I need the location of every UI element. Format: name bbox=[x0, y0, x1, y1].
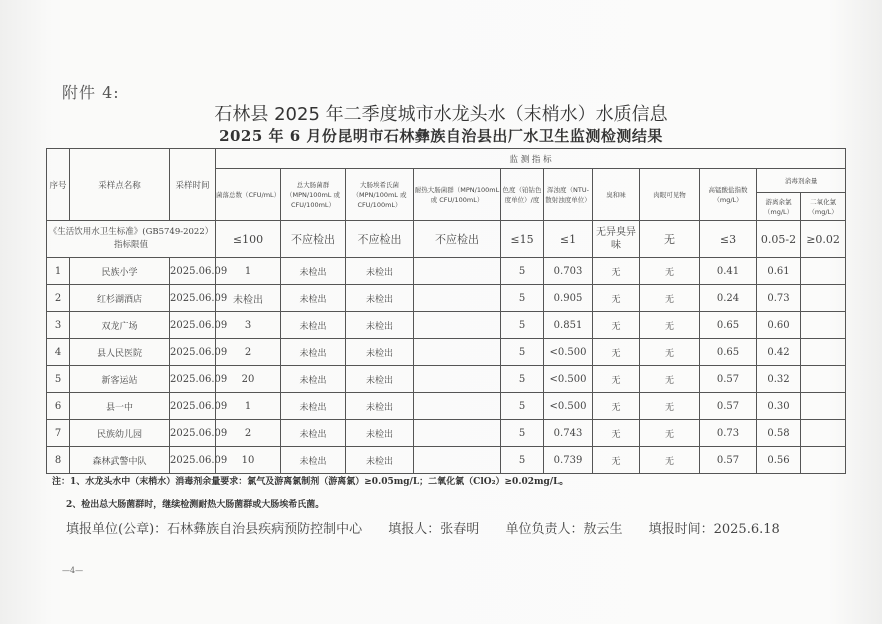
cell-chlorine: 0.61 bbox=[757, 258, 801, 285]
attachment-label: 附件 4: bbox=[62, 83, 120, 102]
cell-no: 7 bbox=[47, 420, 70, 447]
header-cod: 高锰酸盐指数（mg/L） bbox=[700, 169, 757, 221]
cell-cod: 0.73 bbox=[700, 420, 757, 447]
cell-thermo bbox=[414, 285, 501, 312]
cell-time: 2025.06.09 bbox=[170, 447, 216, 474]
cell-no: 5 bbox=[47, 366, 70, 393]
cell-color: 5 bbox=[501, 258, 544, 285]
cell-coliform: 未检出 bbox=[281, 366, 346, 393]
cell-cod: 0.65 bbox=[700, 312, 757, 339]
cell-thermo bbox=[414, 339, 501, 366]
cell-site: 县一中 bbox=[70, 393, 170, 420]
cell-site: 民族幼儿园 bbox=[70, 420, 170, 447]
header-free-chlorine: 游离余氯（mg/L） bbox=[757, 193, 801, 221]
page-number: —4— bbox=[62, 566, 84, 575]
footer-date: 填报时间：2025.6.18 bbox=[648, 522, 780, 537]
cell-thermo bbox=[414, 393, 501, 420]
cell-odor: 无 bbox=[593, 420, 640, 447]
limit-color: ≤15 bbox=[501, 221, 544, 258]
cell-site: 森林武警中队 bbox=[70, 447, 170, 474]
cell-turbidity: 0.743 bbox=[544, 420, 593, 447]
cell-turbidity: <0.500 bbox=[544, 366, 593, 393]
cell-thermo bbox=[414, 420, 501, 447]
cell-ecoli: 未检出 bbox=[346, 420, 414, 447]
table-row bbox=[47, 393, 846, 420]
footer bbox=[66, 518, 802, 537]
cell-odor: 无 bbox=[593, 393, 640, 420]
header-site: 采样点名称 bbox=[70, 149, 170, 221]
note-1: 注：1、水龙头水中（末梢水）消毒剂余量要求：氯气及游离氯制剂（游离氯）≥0.05mg/L；二氧化氯（ClO₂）≥0.02mg/L。 bbox=[52, 477, 569, 487]
header-odor: 臭和味 bbox=[593, 169, 640, 221]
cell-color: 5 bbox=[501, 339, 544, 366]
cell-visible: 无 bbox=[640, 420, 700, 447]
cell-cod: 0.57 bbox=[700, 393, 757, 420]
cell-colony: 3 bbox=[216, 312, 281, 339]
cell-ecoli: 未检出 bbox=[346, 393, 414, 420]
cell-coliform: 未检出 bbox=[281, 258, 346, 285]
cell-ecoli: 未检出 bbox=[346, 447, 414, 474]
cell-no: 2 bbox=[47, 285, 70, 312]
cell-color: 5 bbox=[501, 447, 544, 474]
page-subtitle: 2025 年 6 月份昆明市石林彝族自治县出厂水卫生监测检测结果 bbox=[219, 127, 663, 145]
cell-time: 2025.06.09 bbox=[170, 420, 216, 447]
cell-coliform: 未检出 bbox=[281, 339, 346, 366]
cell-clo2 bbox=[801, 366, 846, 393]
cell-time: 2025.06.09 bbox=[170, 339, 216, 366]
cell-visible: 无 bbox=[640, 447, 700, 474]
header-visible: 肉眼可见物 bbox=[640, 169, 700, 221]
cell-visible: 无 bbox=[640, 258, 700, 285]
cell-clo2 bbox=[801, 285, 846, 312]
header-chlorine-dioxide: 二氧化氯（mg/L） bbox=[801, 193, 846, 221]
cell-colony: 2 bbox=[216, 339, 281, 366]
header-disinfectant: 消毒剂余量 bbox=[757, 169, 846, 193]
table-row bbox=[47, 447, 846, 474]
cell-turbidity: <0.500 bbox=[544, 339, 593, 366]
cell-cod: 0.65 bbox=[700, 339, 757, 366]
cell-chlorine: 0.32 bbox=[757, 366, 801, 393]
cell-no: 6 bbox=[47, 393, 70, 420]
limit-visible: 无 bbox=[640, 221, 700, 258]
limit-colony: ≤100 bbox=[216, 221, 281, 258]
limit-ecoli: 不应检出 bbox=[346, 221, 414, 258]
cell-no: 1 bbox=[47, 258, 70, 285]
page-title: 石林县 2025 年二季度城市水龙头水（末梢水）水质信息 bbox=[214, 104, 668, 125]
cell-visible: 无 bbox=[640, 312, 700, 339]
cell-turbidity: 0.703 bbox=[544, 258, 593, 285]
table-row bbox=[47, 420, 846, 447]
limit-clo2: ≥0.02 bbox=[801, 221, 846, 258]
cell-ecoli: 未检出 bbox=[346, 312, 414, 339]
cell-turbidity: <0.500 bbox=[544, 393, 593, 420]
header-no: 序号 bbox=[47, 149, 70, 221]
header-row-1 bbox=[47, 149, 846, 169]
cell-coliform: 未检出 bbox=[281, 420, 346, 447]
limit-cod: ≤3 bbox=[700, 221, 757, 258]
cell-thermo bbox=[414, 366, 501, 393]
cell-visible: 无 bbox=[640, 285, 700, 312]
cell-no: 3 bbox=[47, 312, 70, 339]
cell-odor: 无 bbox=[593, 258, 640, 285]
limit-thermo: 不应检出 bbox=[414, 221, 501, 258]
cell-color: 5 bbox=[501, 420, 544, 447]
cell-coliform: 未检出 bbox=[281, 447, 346, 474]
cell-clo2 bbox=[801, 312, 846, 339]
table-row bbox=[47, 366, 846, 393]
cell-chlorine: 0.56 bbox=[757, 447, 801, 474]
cell-turbidity: 0.905 bbox=[544, 285, 593, 312]
cell-coliform: 未检出 bbox=[281, 312, 346, 339]
cell-colony: 1 bbox=[216, 393, 281, 420]
cell-odor: 无 bbox=[593, 366, 640, 393]
limit-turbidity: ≤1 bbox=[544, 221, 593, 258]
cell-chlorine: 0.73 bbox=[757, 285, 801, 312]
header-colony: 菌落总数（CFU/mL） bbox=[216, 169, 281, 221]
cell-chlorine: 0.60 bbox=[757, 312, 801, 339]
cell-odor: 无 bbox=[593, 339, 640, 366]
standard-label: 《生活饮用水卫生标准》(GB5749-2022）指标限值 bbox=[47, 221, 216, 258]
cell-cod: 0.57 bbox=[700, 447, 757, 474]
header-indicators: 监 测 指 标 bbox=[216, 149, 846, 169]
header-thermo: 耐热大肠菌群（MPN/100mL 或 CFU/100mL） bbox=[414, 169, 501, 221]
cell-color: 5 bbox=[501, 285, 544, 312]
footer-leader: 单位负责人：敖云生 bbox=[505, 522, 623, 537]
cell-odor: 无 bbox=[593, 312, 640, 339]
limit-coliform: 不应检出 bbox=[281, 221, 346, 258]
table-row bbox=[47, 258, 846, 285]
cell-cod: 0.41 bbox=[700, 258, 757, 285]
cell-turbidity: 0.739 bbox=[544, 447, 593, 474]
cell-odor: 无 bbox=[593, 285, 640, 312]
cell-visible: 无 bbox=[640, 393, 700, 420]
cell-time: 2025.06.09 bbox=[170, 258, 216, 285]
cell-color: 5 bbox=[501, 366, 544, 393]
standard-row bbox=[47, 221, 846, 258]
cell-time: 2025.06.09 bbox=[170, 366, 216, 393]
table-row bbox=[47, 285, 846, 312]
cell-time: 2025.06.09 bbox=[170, 285, 216, 312]
cell-thermo bbox=[414, 447, 501, 474]
cell-coliform: 未检出 bbox=[281, 393, 346, 420]
cell-chlorine: 0.30 bbox=[757, 393, 801, 420]
cell-clo2 bbox=[801, 339, 846, 366]
cell-colony: 20 bbox=[216, 366, 281, 393]
cell-colony: 10 bbox=[216, 447, 281, 474]
cell-ecoli: 未检出 bbox=[346, 339, 414, 366]
header-coliform: 总大肠菌群（MPN/100mL 或 CFU/100mL） bbox=[281, 169, 346, 221]
cell-clo2 bbox=[801, 393, 846, 420]
cell-cod: 0.24 bbox=[700, 285, 757, 312]
cell-site: 红杉湖酒店 bbox=[70, 285, 170, 312]
cell-colony: 1 bbox=[216, 258, 281, 285]
cell-colony: 未检出 bbox=[216, 285, 281, 312]
cell-chlorine: 0.58 bbox=[757, 420, 801, 447]
cell-colony: 2 bbox=[216, 420, 281, 447]
cell-ecoli: 未检出 bbox=[346, 285, 414, 312]
cell-site: 县人民医院 bbox=[70, 339, 170, 366]
cell-site: 民族小学 bbox=[70, 258, 170, 285]
header-color: 色度（铂钴色度单位）/度 bbox=[501, 169, 544, 221]
cell-ecoli: 未检出 bbox=[346, 366, 414, 393]
footer-unit: 填报单位(公章)：石林彝族自治县疾病预防控制中心 bbox=[66, 522, 363, 537]
header-turbidity: 浑浊度（NTU-散射浊度单位） bbox=[544, 169, 593, 221]
cell-color: 5 bbox=[501, 393, 544, 420]
table-row bbox=[47, 339, 846, 366]
cell-visible: 无 bbox=[640, 366, 700, 393]
cell-thermo bbox=[414, 312, 501, 339]
cell-time: 2025.06.09 bbox=[170, 393, 216, 420]
cell-coliform: 未检出 bbox=[281, 285, 346, 312]
cell-site: 新客运站 bbox=[70, 366, 170, 393]
cell-clo2 bbox=[801, 447, 846, 474]
cell-color: 5 bbox=[501, 312, 544, 339]
cell-clo2 bbox=[801, 420, 846, 447]
header-time: 采样时间 bbox=[170, 149, 216, 221]
cell-no: 4 bbox=[47, 339, 70, 366]
cell-clo2 bbox=[801, 258, 846, 285]
note-2: 2、检出总大肠菌群时，继续检测耐热大肠菌群或大肠埃希氏菌。 bbox=[66, 500, 325, 510]
header-ecoli: 大肠埃希氏菌（MPN/100mL 或 CFU/100mL） bbox=[346, 169, 414, 221]
cell-site: 双龙广场 bbox=[70, 312, 170, 339]
footer-reporter: 填报人：张春明 bbox=[388, 522, 480, 537]
cell-visible: 无 bbox=[640, 339, 700, 366]
limit-chlorine: 0.05-2 bbox=[757, 221, 801, 258]
cell-no: 8 bbox=[47, 447, 70, 474]
cell-turbidity: 0.851 bbox=[544, 312, 593, 339]
results-table bbox=[46, 148, 846, 474]
cell-chlorine: 0.42 bbox=[757, 339, 801, 366]
table-row bbox=[47, 312, 846, 339]
cell-thermo bbox=[414, 258, 501, 285]
cell-ecoli: 未检出 bbox=[346, 258, 414, 285]
cell-odor: 无 bbox=[593, 447, 640, 474]
cell-time: 2025.06.09 bbox=[170, 312, 216, 339]
cell-cod: 0.57 bbox=[700, 366, 757, 393]
limit-odor: 无异臭异味 bbox=[593, 221, 640, 258]
